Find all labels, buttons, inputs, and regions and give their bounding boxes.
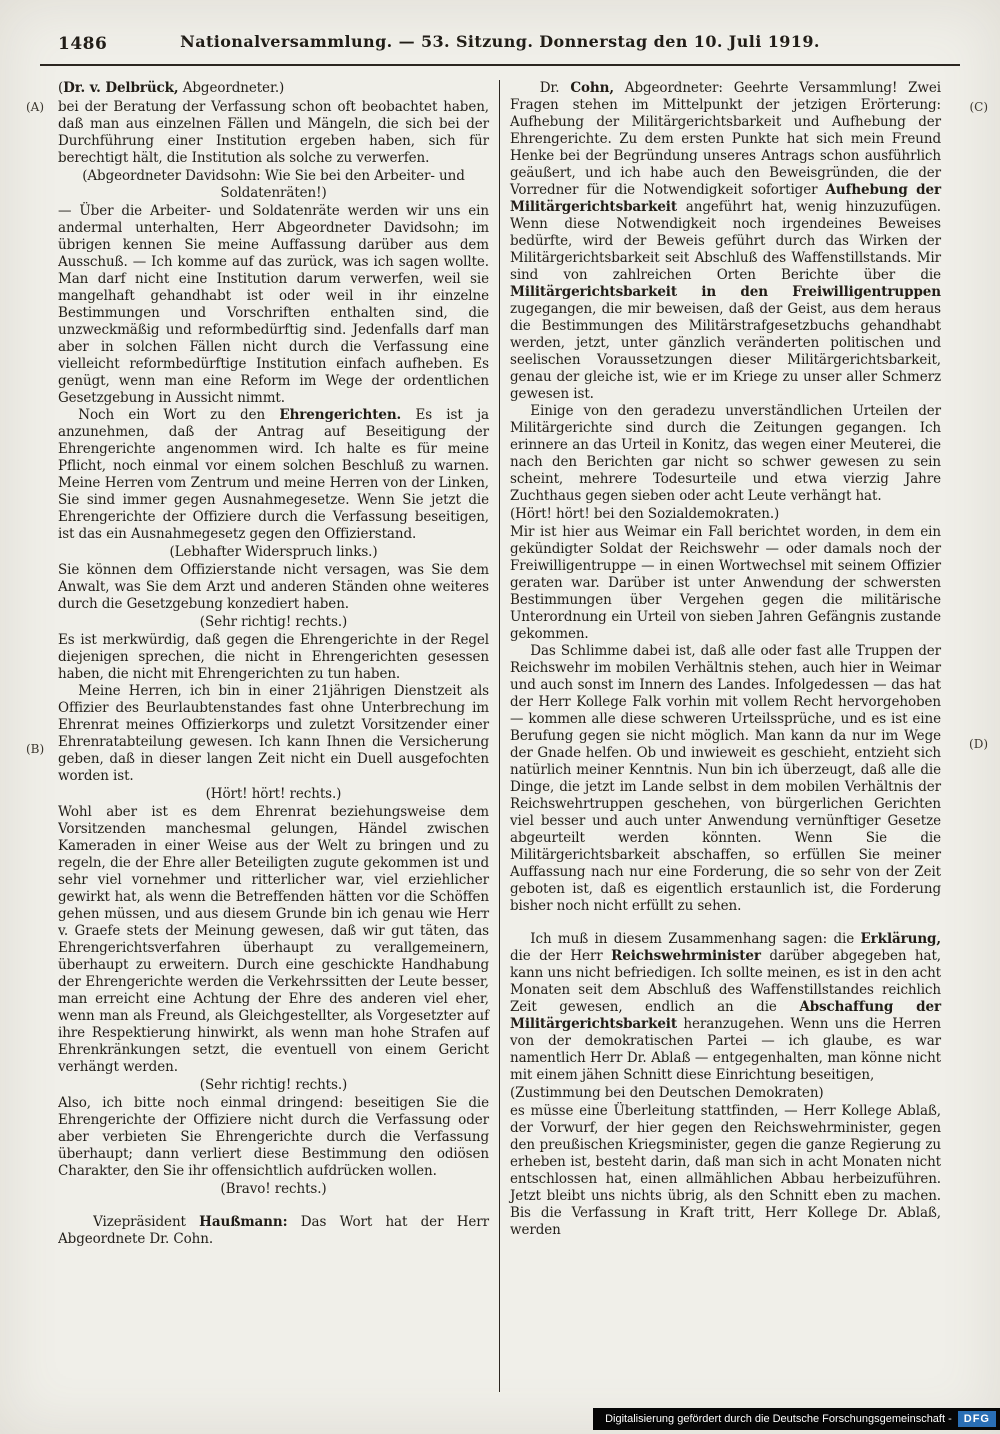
text-run: ( [58, 80, 64, 96]
paragraph-body [510, 643, 941, 915]
page-title: Nationalversammlung. — 53. Sitzung. Donnerstag den 10. Juli 1919. [180, 32, 820, 51]
text-run: (Zustimmung bei den Deutschen Demokraten) [510, 1085, 824, 1101]
paragraph-body [58, 683, 489, 785]
margin-mark-a: (A) [26, 100, 45, 114]
paragraph-speech-start [510, 80, 941, 403]
paragraph-flush [58, 804, 489, 1076]
paragraph-body [510, 403, 941, 505]
text-run: Ich muß in diesem Zusammenhang sagen: die [530, 931, 861, 947]
paragraph-body-gap-top [510, 931, 941, 1084]
text-run: (Sehr richtig! rechts.) [199, 614, 348, 630]
text-run: (Sehr richtig! rechts.) [199, 1077, 348, 1093]
bold-text-run: Militärgerichtsbarkeit in den Freiwilligentruppen [510, 284, 941, 300]
paragraph-flush [58, 1095, 489, 1180]
paragraph-interjection [58, 1181, 489, 1198]
text-run: (Lebhafter Widerspruch links.) [169, 544, 378, 560]
left-column [58, 80, 489, 1392]
text-run: bei der Beratung der Verfassung schon oft beobachtet haben, daß man aus einzelnen Fällen und Mängeln, die sich bei der Durchführung einer Institution ergeben haben, sich für berechtigt hält, die Institution als solche zu verwerfen. [58, 99, 489, 166]
paragraph-flush [510, 1103, 941, 1239]
bold-text-run: Aufhebung der Militärgerichtsbarkeit [510, 182, 941, 215]
text-run: Vizepräsident [93, 1214, 200, 1230]
right-column [510, 80, 941, 1392]
text-run: — Über die Arbeiter- und Soldatenräte werden wir uns ein andermal unterhalten, Herr Abgeordneter Davidsohn; im übrigen kennen Sie meine Auffassung darüber aus dem Ausschuß. — Ich komme auf das zurück, was ich sagen wollte. Man darf nicht eine Institution darum verwerfen, weil sie mangelhaft gehandhabt ist oder weil in ihr einzelne Bestimmungen und Vorschriften enthalten sind, die unzweckmäßig und reformbedürftig sind. Jedenfalls darf man aber in solchen Fällen nicht durch die Verfassung eine vielleicht reformbedürftige Institution einfach aufheben. Es genügt, wenn man eine Reform im Wege der ordentlichen Gesetzgebung in Aussicht nimmt. [58, 203, 489, 406]
text-run: Noch ein Wort zu den [78, 407, 280, 423]
paragraph-flush [58, 203, 489, 407]
text-run: darüber abgegeben hat, kann uns nicht befriedigen. Ich sollte meinen, es ist in den acht Monaten seit dem Abschluß des Waffenstillstandes reichlich Zeit gewesen, endlich an die [510, 948, 941, 1015]
text-run: Es ist ja anzunehmen, daß der Antrag auf Beseitigung der Ehrengerichte angenommen wird. Ich halte es für meine Pflicht, noch einmal vor einem solchen Beschluß zu warnen. Meine Herren vom Zentrum und meine Herren von der Linken, Sie sind immer gegen Ausnahmegesetze. Wenn Sie jetzt die Ehrengerichte der Offiziere durch die Verfassung beseitigen, ist das ein Ausnahmegesetz gegen den Offizierstand. [58, 407, 489, 542]
text-run: die der Herr [510, 948, 612, 964]
text-run: Mir ist hier aus Weimar ein Fall berichtet worden, in dem ein gekündigter Soldat der Reichswehr — oder damals noch der Freiwilligentruppe — in einen Wortwechsel mit seinem Offizier geraten war. Darüber ist unter Anwendung der schwersten Bestimmungen über Vergehen gegen die militärische Unterordnung ein Urteil von sieben Jahren Gefängnis zustande gekommen. [510, 524, 941, 642]
text-run: (Hört! hört! rechts.) [205, 786, 342, 802]
paragraph-interjection [58, 786, 489, 803]
column-divider [499, 80, 500, 1392]
bold-text-run: Ehrengerichten. [279, 407, 402, 423]
text-run: Also, ich bitte noch einmal dringend: beseitigen Sie die Ehrengerichte der Offiziere nicht durch die Verfassung oder aber verbieten Sie Ehrengerichte durch die Verfassung überhaupt; dann verliert diese Bestimmung den odiösen Charakter, den Sie ihr offensichtlich aufdrücken wollen. [58, 1095, 489, 1179]
bold-text-run: Abschaffung der Militärgerichtsbarkeit [510, 999, 942, 1032]
paragraph-body [58, 407, 489, 543]
margin-mark-c: (C) [969, 100, 988, 114]
text-run: Das Wort hat der Herr Abgeordnete Dr. Cohn. [58, 1214, 489, 1247]
text-run: angeführt hat, wenig hinzuzufügen. Wenn diese Notwendigkeit noch irgendeines Beweises bedürfte, wird der Beweis geführt durch das Wirken der Militärgerichtsbarkeit seit Abschluß des Waffenstillstands. Mir sind von zahlreichen Orten Berichte über die [510, 199, 941, 283]
text-run: Einige von den geradezu unverständlichen Urteilen der Militärgerichte sind durch die Zeitungen gegangen. Ich erinnere an das Urteil in Konitz, das wegen einer Meuterei, die nach den Berichten gar nicht so schwer gewesen zu sein scheint, mehrere Todesurteile und etwa vierzig Jahre Zuchthaus gegen sieben oder acht Leute verhängt hat. [510, 403, 941, 504]
bold-text-run: Reichswehrminister [611, 948, 761, 964]
paragraph-flush [58, 632, 489, 683]
page-header [40, 32, 960, 66]
paragraph-flush [58, 562, 489, 613]
text-run: zugegangen, die mir beweisen, daß der Geist, aus dem heraus die Bestimmungen des Militärstrafgesetzbuchs gehandhabt werden, jetzt, unter gänzlich veränderten politischen und seelischen Voraussetzungen dieser Militärgerichtsbarkeit, genau der gleiche ist, wie er im Kriege zu unser aller Schmerz gewesen ist. [510, 301, 941, 402]
paragraph-interjection [58, 544, 489, 561]
paragraph-interjection [58, 614, 489, 631]
paragraph-flush [58, 99, 489, 167]
text-run: Das Schlimme dabei ist, daß alle oder fast alle Truppen der Reichswehr im mobilen Verhältnis stehen, auch hier in Weimar und auch sonst im Innern des Landes. Infolgedessen — das hat der Herr Kollege Falk vorhin mit vollem Recht hervorgehoben — kommen alle diese schweren Urteilssprüche, und es ist eine Berufung gegen sie nicht möglich. Man kann da nur im Wege der Gnade helfen. Ob und inwieweit es geschieht, entzieht sich natürlich meiner Kenntnis. Nun bin ich überzeugt, daß alle die Dinge, die jetzt im Lande selbst in dem mobilen Verhältnis der Reichswehrtruppen geschehen, von bürgerlichen Gerichten viel besser und auch unter Anwendung vernünftiger Gesetze abgeurteilt werden könnten. Wenn Sie die Militärgerichtsbarkeit abschaffen, so erfüllen Sie meiner Auffassung nach nur eine Forderung, die so sehr von der Zeit geboten ist, daß es eigentlich erstaunlich ist, die Forderung bisher noch nicht erfüllt zu sehen. [510, 643, 941, 914]
paragraph-interjection [58, 168, 489, 202]
text-run: es müsse eine Überleitung stattfinden, — Herr Kollege Ablaß, der Vorwurf, der hier gegen den Reichswehrminister, gegen den preußischen Kriegsminister, gegen die ganze Regierung zu erheben ist, besteht darin, daß man sich in acht Monaten nicht entschlossen hat, einen allmählichen Abbau herbeizuführen. Jetzt bleibt uns nichts übrig, als den Schnitt eben zu machen. Bis die Verfassung in Kraft tritt, Herr Kollege Dr. Ablaß, werden [510, 1103, 941, 1238]
page-number: 1486 [58, 34, 108, 54]
digitization-bar [593, 1408, 1000, 1430]
paragraph-interjection-left [510, 1085, 941, 1102]
text-columns [58, 80, 942, 1392]
text-run: Wohl aber ist es dem Ehrenrat beziehungsweise dem Vorsitzenden manchesmal gelungen, Händel zwischen Kameraden in einer Weise aus der Welt zu bringen und zu regeln, die der Ehre aller Beteiligten zugute gekommen ist und sehr viel vornehmer und ritterlicher war, viel erziehlicher gewirkt hat, als wenn die Betreffenden hätten vor die Schöffen gehen müssen, und aus diesem Grunde bin ich genau wie Herr v. Graefe stets der Meinung gewesen, daß wir gut täten, das Ehrengerichtsverfahren überhaupt zu verallgemeinern, überhaupt zu erweitern. Durch eine geschickte Handhabung der Ehrengerichte werden die Verkehrssitten der Leute besser, man erreicht eine Achtung der Ehre des anderen viel eher, wenn man als Freund, als Gleichgestellter, als Vorgesetzter auf ihre Respektierung hinwirkt, als wenn man hohe Strafen auf Ehrenkränkungen setzt, die eventuell von einem Gericht verhängt werden. [58, 804, 489, 1075]
paragraph-interjection [58, 1077, 489, 1094]
bold-text-run: Dr. v. Delbrück, [63, 80, 179, 96]
text-run: Abgeordneter.) [178, 80, 285, 96]
bold-text-run: Cohn, [570, 80, 614, 96]
paragraph-interjection-left [510, 506, 941, 523]
margin-mark-b: (B) [26, 742, 45, 756]
text-run: Sie können dem Offizierstande nicht versagen, was Sie dem Anwalt, was Sie dem Arzt und anderen Ständen ohne weiteres durch die Gesetzgebung konzediert haben. [58, 562, 489, 612]
paragraph-speaker-gap-top [58, 1214, 489, 1248]
text-run: Meine Herren, ich bin in einer 21jährigen Dienstzeit als Offizier des Beurlaubtenstandes fast ohne Unterbrechung im Ehrenrat meines Offizierkorps und zuletzt Vorsitzender einer Ehrenratabteilung gewesen. Ich kann Ihnen die Versicherung geben, daß in dieser langen Zeit nicht ein Duell ausgefochten worden ist. [58, 683, 489, 784]
paragraph-attribution [58, 80, 489, 97]
text-run: heranzugehen. Wenn uns die Herren von der demokratischen Partei — ich glaube, es war namentlich Herr Dr. Ablaß — entgegenhalten, man könne nicht mit einem jähen Schnitt diese Einrichtung beseitigen, [510, 1016, 941, 1083]
text-run: (Abgeordneter Davidsohn: Wie Sie bei den Arbeiter- und Soldatenräten!) [82, 168, 465, 201]
bold-text-run: Erklärung, [860, 931, 941, 947]
text-run: Abgeordneter: Geehrte Versammlung! Zwei Fragen stehen im Mittelpunkt der jetzigen Erörterung: Aufhebung der Militärgerichtsbarkeit und Aufhebung der Ehrengerichte. Zu dem ersten Punkte hat sich mein Freund Henke bei der Begründung unseres Antrags schon ausführlich geäußert, und ich habe auch den Beweisgründen, die der Vorredner für die Notwendigkeit sofortiger [510, 80, 941, 198]
bold-text-run: Haußmann: [199, 1214, 288, 1230]
paragraph-flush [510, 524, 941, 643]
text-run: Dr. [539, 80, 571, 96]
margin-mark-d: (D) [969, 737, 988, 751]
text-run: (Hört! hört! bei den Sozialdemokraten.) [510, 506, 780, 522]
digitization-credit: Digitalisierung gefördert durch die Deutsche Forschungsgemeinschaft - [605, 1413, 952, 1425]
text-run: Es ist merkwürdig, daß gegen die Ehrengerichte in der Regel diejenigen sprechen, die nicht in Ehrengerichten gesessen haben, die nicht mit Ehrengerichten zu tun haben. [58, 632, 489, 682]
text-run: (Bravo! rechts.) [220, 1181, 327, 1197]
dfg-logo: DFG [958, 1411, 996, 1427]
